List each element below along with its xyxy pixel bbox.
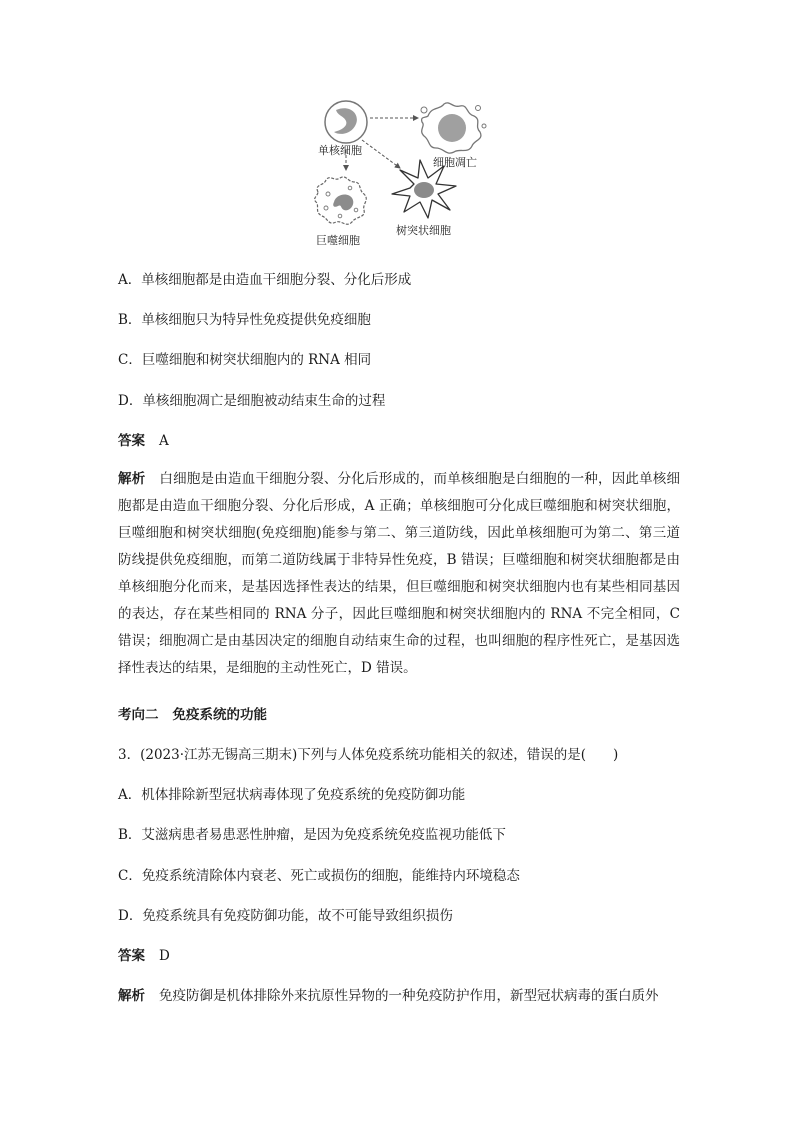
q2-option-c: C．巨噬细胞和树突状细胞内的 RNA 相同: [118, 352, 372, 368]
section-heading: [118, 705, 678, 725]
q2-answer: [118, 431, 678, 451]
macrophage-cell: [315, 177, 367, 224]
q2-analysis-label: 解析: [118, 471, 146, 487]
q2-option-d: D．单核细胞凋亡是细胞被动结束生命的过程: [118, 393, 386, 409]
q2-option-a: A．单核细胞都是由造血干细胞分裂、分化后形成: [118, 272, 412, 288]
q3-answer: [118, 946, 678, 966]
q2-analysis: [118, 466, 680, 682]
label-dendritic: 树突状细胞: [396, 224, 451, 237]
apoptotic-cell: [421, 103, 486, 153]
section-label: 考向二: [118, 707, 159, 723]
section-title: 免疫系统的功能: [172, 707, 267, 723]
q2-answer-label: 答案: [118, 433, 145, 449]
q3-analysis-label: 解析: [118, 988, 145, 1004]
arrow-to-dendritic: [362, 140, 400, 168]
label-macrophage: 巨噬细胞: [316, 234, 360, 247]
q3-analysis-text: 免疫防御是机体排除外来抗原性异物的一种免疫防护作用，新型冠状病毒的蛋白质外: [159, 988, 659, 1004]
q3-option-a: A．机体排除新型冠状病毒体现了免疫系统的免疫防御功能: [118, 787, 466, 803]
q2-analysis-text: 白细胞是由造血干细胞分裂、分化后形成的，而单核细胞是白细胞的一种，因此单核细胞都是由造血干细胞分裂、分化后形成，A 正确；单核细胞可分化成巨噬细胞和树突状细胞，巨噬细胞和树突状细胞(免疫细胞)能参与第二、第三道防线，因此单核细胞可为第二、第三道防线提供免疫细胞，而第二道防线属于非特异性免疫，B 错误；巨噬细胞和树突状细胞都是由单核细胞分化而来，是基因选择性表达的结果，但巨噬细胞和树突状细胞内也有某些相同基因的表达，存在某些相同的 RNA 分子，因此巨噬细胞和树突状细胞内的 RNA 不完全相同，C 错误；细胞凋亡是由基因决定的细胞自动结束生命的过程，也叫细胞的程序性死亡，是基因选择性表达的结果，是细胞的主动性死亡，D 错误。: [118, 471, 681, 676]
q3-option-b: B．艾滋病患者易患恶性肿瘤，是因为免疫系统免疫监视功能低下: [118, 827, 506, 843]
q3-answer-label: 答案: [118, 948, 145, 964]
label-monocyte: 单核细胞: [318, 144, 362, 157]
label-apoptosis: 细胞凋亡: [433, 156, 477, 169]
q2-answer-value: A: [159, 433, 169, 449]
cell-diagram: [300, 94, 500, 254]
q3-stem: 3．(2023·江苏无锡高三期末)下列与人体免疫系统功能相关的叙述，错误的是( ): [118, 747, 619, 763]
q3-option-d: D．免疫系统具有免疫防御功能，故不可能导致组织损伤: [118, 908, 453, 924]
q2-option-b: B．单核细胞只为特异性免疫提供免疫细胞: [118, 312, 371, 328]
q3-option-c: C．免疫系统清除体内衰老、死亡或损伤的细胞，能维持内环境稳态: [118, 868, 520, 884]
monocyte-cell: [325, 101, 367, 143]
q3-answer-value: D: [159, 948, 170, 964]
q3-analysis: [118, 986, 678, 1006]
